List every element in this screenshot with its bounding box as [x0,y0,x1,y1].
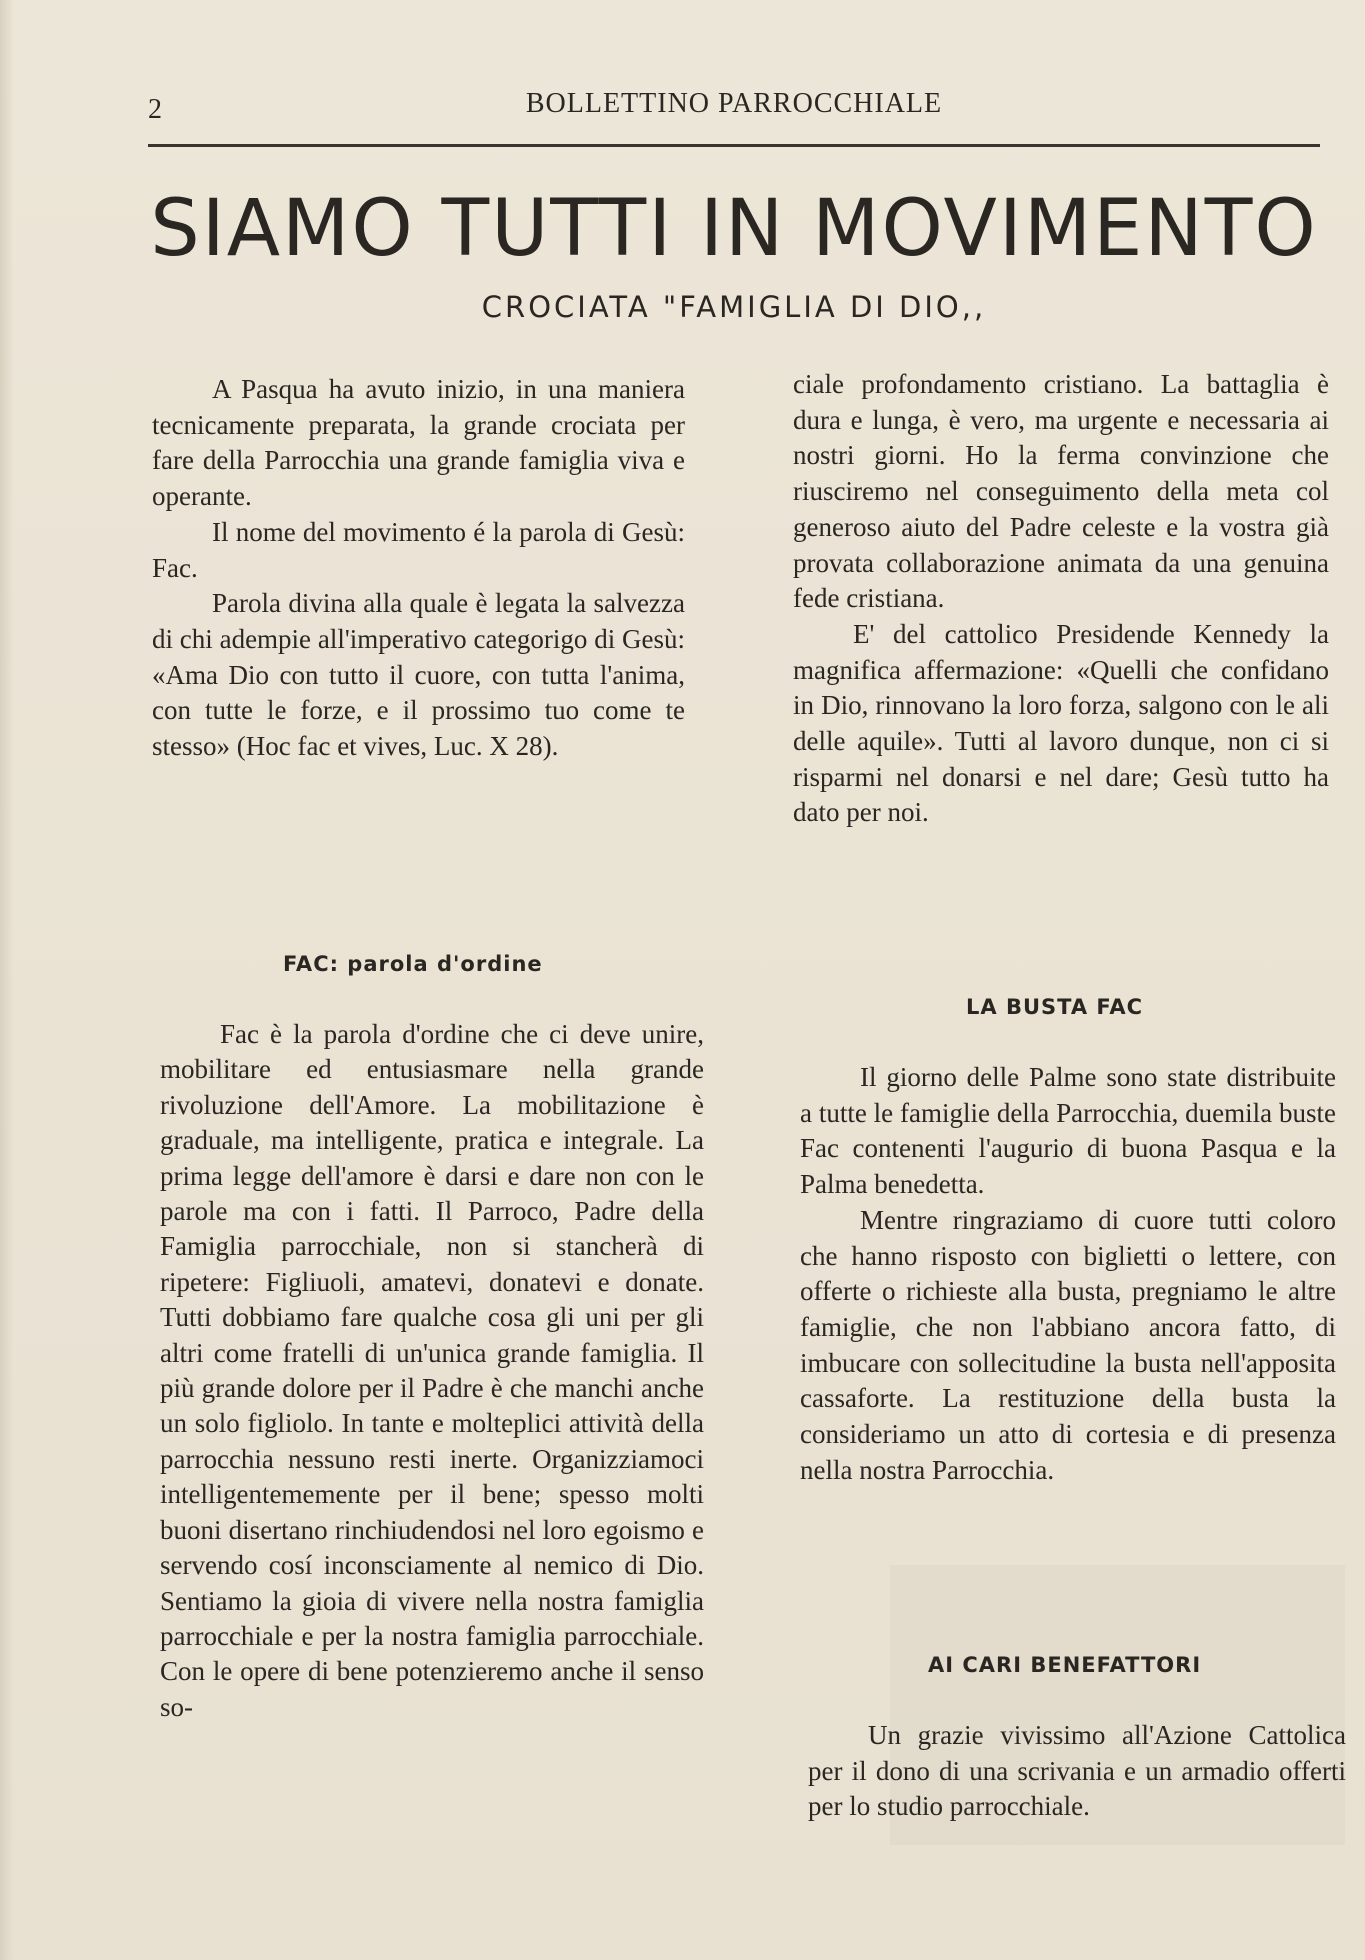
section-heading-benefattori: AI CARI BENEFATTORI [928,1653,1202,1677]
fac-section-body [160,1017,704,1725]
page-header [148,88,1320,125]
paragraph: ciale profondamento cristiano. La battaglia è dura e lunga, è vero, ma urgente e necessaria ai nostri giorni. Ho la ferma convinzione che riusciremo nel conseguimento della meta col generoso aiuto del Padre celeste e la vostra già provata collaborazione animata da una genuina fede cristiana. [793,369,1329,614]
paragraph: Mentre ringraziamo di cuore tutti coloro che hanno risposto con biglietti o lettere, con offerte o richieste alla busta, pregniamo le altre famiglie, che non l'abbiano ancora fatto, di imbucare con sollecitudine la busta nell'apposita cassaforte. La restituzione della busta la consideriamo un atto di cortesia e di presenza nella nostra Parrocchia. [800,1204,1336,1485]
paragraph: A Pasqua ha avuto inizio, in una maniera tecnicamente preparata, la grande crociata per fare della Parrocchia una grande famiglia viva e operante. [152,374,685,512]
header-rule [148,144,1320,147]
section-heading-busta: LA BUSTA FAC [966,995,1143,1019]
benefattori-section-body [808,1718,1346,1825]
article-title: SIAMO TUTTI IN MOVIMENTO [150,184,1318,274]
busta-section-body [800,1060,1336,1488]
paragraph: Fac è la parola d'ordine che ci deve unire, mobilitare ed entusiasmare nella grande rivoluzione dell'Amore. La mobilitazione è graduale, ma intelligente, pratica e integrale. La prima legge dell'amore è darsi e dare non con le parole ma con i fatti. Il Parroco, Padre della Famiglia parrocchiale, non si stancherà di ripetere: Figliuoli, amatevi, donatevi e donate. Tutti dobbiamo fare qualche cosa gli uni per gli altri come fratelli di un'unica grande famiglia. Il più grande dolore per il Padre è che manchi anche un solo figliolo. In tante e molteplici attività della parrocchia nessuno resti inerte. Organizziamoci intelligentememente per il bene; spesso molti buoni disertano rinchiudendosi nel loro egoismo e servendo cosí inconsciamente al nemico di Dio. Sentiamo la gioia di vivere nella nostra famiglia parrocchiale e per la nostra famiglia parrocchiale. Con le opere di bene potenzieremo anche il senso so- [160,1019,704,1722]
intro-right-column [793,367,1329,831]
paragraph: Il giorno delle Palme sono state distribuite a tutte le famiglie della Parrocchia, duemila buste Fac contenenti l'augurio di buona Pasqua e la Palma benedetta. [800,1062,1336,1200]
article-subtitle: CROCIATA "FAMIGLIA DI DIO,, [481,290,987,324]
running-title: BOLLETTINO PARROCCHIALE [525,88,943,119]
section-heading-fac: FAC: parola d'ordine [283,952,543,976]
paragraph: E' del cattolico Presidende Kennedy la magnifica affermazione: «Quelli che confidano in Dio, rinnovano la loro forza, salgono con le ali delle aquile». Tutti al lavoro dunque, non ci si risparmi nel donarsi e nel dare; Gesù tutto ha dato per noi. [793,618,1329,828]
page-number: 2 [148,94,162,125]
paragraph: Un grazie vivissimo all'Azione Cattolica per il dono di una scrivania e un armadio offerti per lo studio parrocchiale. [808,1720,1346,1822]
paragraph: Il nome del movimento é la parola di Gesù: Fac. [152,516,685,583]
paragraph: Parola divina alla quale è legata la salvezza di chi adempie all'imperativo categorigo di Gesù: «Ama Dio con tutto il cuore, con tutta l'anima, con tutte le forze, e il prossimo tuo come te stesso» (Hoc fac et vives, Luc. X 28). [152,588,685,762]
intro-left-column [152,372,685,765]
